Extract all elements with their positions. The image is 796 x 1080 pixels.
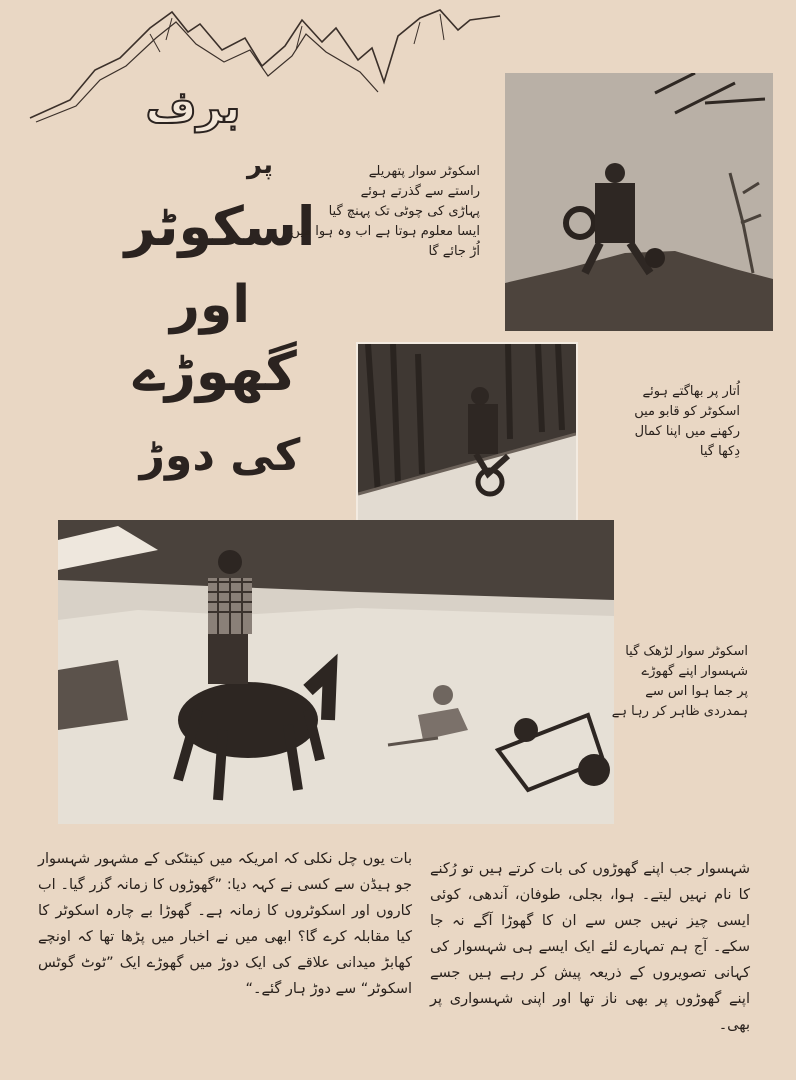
title-word-aur: اور — [169, 275, 251, 335]
title-word-scooter: اسکوٹر — [124, 195, 316, 258]
title-word-ki-dor: کی دوڑ — [139, 430, 301, 481]
caption-photo-1 — [290, 162, 480, 262]
caption-line: پر جما ہوا اس سے — [645, 684, 748, 699]
caption-line: دِکھا گیا — [699, 444, 740, 459]
title-word-par: پر — [247, 150, 273, 180]
article-paragraph: بات یوں چل نکلی کہ امریکہ میں کینٹکی کے مشہور شہسوار جو ہیڈن سے کسی نے کہہ دیا: ”گھوڑوں کا زمانہ گزر گیا۔ اب کاروں اور اسکوٹروں کا زمانہ ہے۔ گھوڑا بے چارہ اسکوٹر کا کیا مقابلہ کرے گا؟ ابھی میں نے اخبار میں پڑھا تھا کہ اونچے کھابڑ میدانی علاقے کی ایک دوڑ میں گھوڑے ایک ”ٹوٹ گوٹس اسکوٹر“ سے دوڑ ہار گئے۔“ — [38, 851, 412, 997]
caption-line: ایسا معلوم ہوتا ہے اب وہ ہوا میں — [290, 224, 480, 239]
caption-line: پہاڑی کی چوٹی تک پہنچ گیا — [328, 204, 480, 219]
caption-line: ہمدردی ظاہر کر رہا ہے — [611, 704, 748, 719]
caption-photo-2 — [590, 382, 740, 462]
caption-line: راستے سے گذرتے ہوئے — [360, 184, 480, 199]
caption-line: شہسوار اپنے گھوڑے — [641, 664, 748, 679]
caption-line: اسکوٹر کو قابو میں — [634, 404, 740, 419]
caption-line: اسکوٹر سوار لڑھک گیا — [625, 644, 748, 659]
caption-line: اسکوٹر سوار پتھریلے — [368, 164, 480, 179]
caption-line: رکھنے میں اپنا کمال — [634, 424, 740, 439]
photo-scooter-on-rocky-peak — [505, 73, 773, 331]
photo-horse-rider-and-fallen-scooter — [58, 520, 614, 824]
caption-line: اُڑ جائے گا — [428, 244, 480, 259]
article-column-left — [38, 846, 412, 1002]
caption-line: اُتار پر بھاگتے ہوئے — [642, 384, 740, 399]
caption-photo-3 — [611, 642, 748, 722]
title-word-ghore: گھوڑے — [133, 340, 297, 403]
article-column-right — [430, 856, 750, 1038]
article-paragraph: شہسوار جب اپنے گھوڑوں کی بات کرتے ہیں تو رُکنے کا نام نہیں لیتے۔ ہوا، بجلی، طوفان، آندھی، کوئی ایسی چیز نہیں جس سے ان کا گھوڑا آگے نہ جا سکے۔ آج ہم تمہارے لئے ایک ایسے ہی شہسوار کی کہانی تصویروں کے ذریعہ پیش کر رہے ہیں جسے اپنے گھوڑوں پر بھی ناز تھا اور اپنی شہسواری پر بھی۔ — [430, 861, 750, 1033]
title-word-barf: برف — [145, 82, 241, 133]
